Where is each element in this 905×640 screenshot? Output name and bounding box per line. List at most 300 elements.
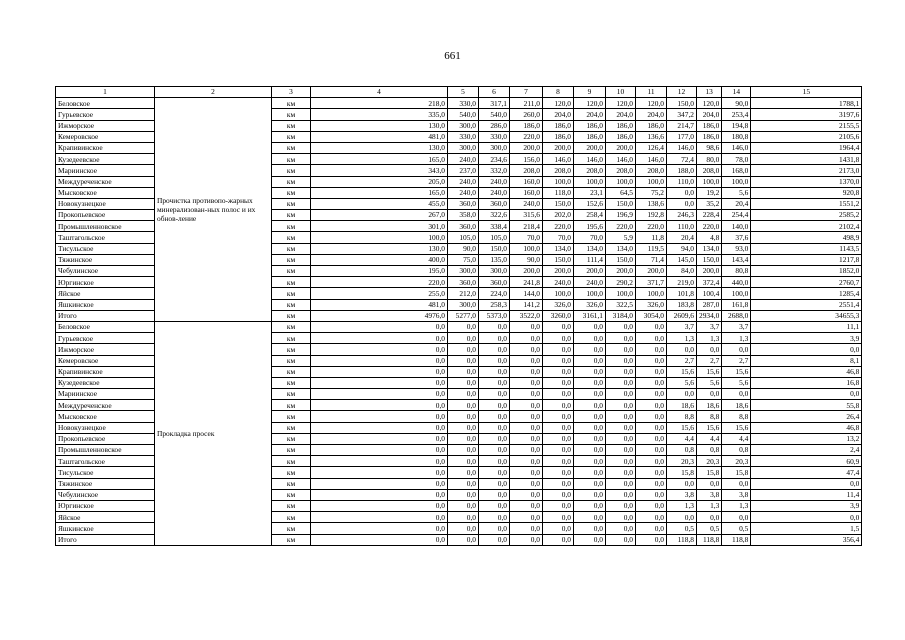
value-cell: 3,9 bbox=[751, 333, 862, 344]
value-cell: 100,0 bbox=[510, 243, 543, 254]
table-body bbox=[56, 98, 862, 546]
value-cell: 0,0 bbox=[543, 478, 574, 489]
value-cell: 0,0 bbox=[636, 400, 667, 411]
value-cell: 135,0 bbox=[479, 254, 510, 265]
district-cell: Гурьевское bbox=[56, 109, 155, 120]
value-cell: 3054,0 bbox=[636, 310, 667, 321]
value-cell: 105,0 bbox=[448, 232, 479, 243]
district-cell: Яйское bbox=[56, 288, 155, 299]
value-cell: 105,0 bbox=[479, 232, 510, 243]
value-cell: 2105,6 bbox=[751, 131, 862, 142]
value-cell: 0,0 bbox=[510, 467, 543, 478]
value-cell: 0,0 bbox=[606, 422, 636, 433]
value-cell: 0,0 bbox=[751, 478, 862, 489]
value-cell: 0,0 bbox=[448, 489, 479, 500]
value-cell: 5373,0 bbox=[479, 310, 510, 321]
value-cell: 186,0 bbox=[543, 120, 574, 131]
district-cell: Прокопьевское bbox=[56, 210, 155, 221]
value-cell: 0,0 bbox=[311, 489, 448, 500]
unit-cell: км bbox=[272, 489, 311, 500]
value-cell: 0,0 bbox=[479, 377, 510, 388]
value-cell: 240,0 bbox=[448, 187, 479, 198]
value-cell: 186,0 bbox=[697, 120, 722, 131]
value-cell: 143,4 bbox=[722, 254, 751, 265]
value-cell: 0,0 bbox=[311, 500, 448, 511]
value-cell: 3,7 bbox=[697, 321, 722, 332]
value-cell: 208,0 bbox=[606, 165, 636, 176]
value-cell: 0,0 bbox=[606, 534, 636, 545]
value-cell: 80,0 bbox=[697, 154, 722, 165]
value-cell: 0,0 bbox=[574, 489, 606, 500]
value-cell: 208,0 bbox=[510, 165, 543, 176]
value-cell: 218,0 bbox=[311, 98, 448, 109]
value-cell: 0,0 bbox=[543, 377, 574, 388]
value-cell: 2,7 bbox=[697, 355, 722, 366]
value-cell: 70,0 bbox=[543, 232, 574, 243]
value-cell: 0,0 bbox=[311, 377, 448, 388]
value-cell: 205,0 bbox=[311, 176, 448, 187]
value-cell: 2609,6 bbox=[667, 310, 697, 321]
value-cell: 332,0 bbox=[479, 165, 510, 176]
value-cell: 150,0 bbox=[543, 254, 574, 265]
value-cell: 168,0 bbox=[722, 165, 751, 176]
value-cell: 330,0 bbox=[448, 131, 479, 142]
value-cell: 0,0 bbox=[311, 433, 448, 444]
value-cell: 146,0 bbox=[636, 154, 667, 165]
value-cell: 0,0 bbox=[448, 355, 479, 366]
value-cell: 156,0 bbox=[510, 154, 543, 165]
value-cell: 2173,0 bbox=[751, 165, 862, 176]
value-cell: 300,0 bbox=[448, 266, 479, 277]
value-cell: 0,0 bbox=[311, 355, 448, 366]
value-cell: 360,0 bbox=[448, 198, 479, 209]
value-cell: 0,0 bbox=[606, 377, 636, 388]
value-cell: 0,0 bbox=[574, 411, 606, 422]
unit-cell: км bbox=[272, 131, 311, 142]
value-cell: 0,0 bbox=[479, 355, 510, 366]
value-cell: 0,0 bbox=[543, 500, 574, 511]
value-cell: 240,0 bbox=[574, 277, 606, 288]
value-cell: 0,0 bbox=[448, 344, 479, 355]
unit-cell: км bbox=[272, 389, 311, 400]
district-cell: Чебулинское bbox=[56, 266, 155, 277]
value-cell: 146,0 bbox=[574, 154, 606, 165]
value-cell: 118,8 bbox=[697, 534, 722, 545]
column-header: 13 bbox=[697, 87, 722, 98]
unit-cell: км bbox=[272, 176, 311, 187]
value-cell: 204,0 bbox=[543, 109, 574, 120]
unit-cell: км bbox=[272, 422, 311, 433]
value-cell: 0,0 bbox=[510, 523, 543, 534]
value-cell: 0,0 bbox=[479, 389, 510, 400]
value-cell: 5277,0 bbox=[448, 310, 479, 321]
value-cell: 322,5 bbox=[606, 299, 636, 310]
value-cell: 90,0 bbox=[510, 254, 543, 265]
value-cell: 326,0 bbox=[636, 299, 667, 310]
value-cell: 64,5 bbox=[606, 187, 636, 198]
value-cell: 120,0 bbox=[606, 98, 636, 109]
value-cell: 0,0 bbox=[479, 400, 510, 411]
value-cell: 0,0 bbox=[543, 433, 574, 444]
district-cell: Ижморское bbox=[56, 344, 155, 355]
value-cell: 0,0 bbox=[636, 478, 667, 489]
value-cell: 93,0 bbox=[722, 243, 751, 254]
value-cell: 5,9 bbox=[606, 232, 636, 243]
district-cell: Тяжинское bbox=[56, 254, 155, 265]
value-cell: 70,0 bbox=[574, 232, 606, 243]
value-cell: 0,0 bbox=[543, 411, 574, 422]
value-cell: 258,4 bbox=[574, 210, 606, 221]
value-cell: 0,0 bbox=[448, 445, 479, 456]
value-cell: 0,0 bbox=[543, 445, 574, 456]
unit-cell: км bbox=[272, 512, 311, 523]
value-cell: 165,0 bbox=[311, 154, 448, 165]
value-cell: 290,2 bbox=[606, 277, 636, 288]
value-cell: 0,0 bbox=[479, 500, 510, 511]
value-cell: 0,0 bbox=[543, 400, 574, 411]
value-cell: 2102,4 bbox=[751, 221, 862, 232]
value-cell: 0,0 bbox=[479, 534, 510, 545]
value-cell: 90,0 bbox=[448, 243, 479, 254]
value-cell: 0,0 bbox=[311, 456, 448, 467]
value-cell: 34655,3 bbox=[751, 310, 862, 321]
value-cell: 0,0 bbox=[722, 344, 751, 355]
district-cell: Таштагольское bbox=[56, 232, 155, 243]
value-cell: 360,0 bbox=[479, 198, 510, 209]
unit-cell: км bbox=[272, 433, 311, 444]
value-cell: 211,0 bbox=[510, 98, 543, 109]
value-cell: 0,0 bbox=[510, 333, 543, 344]
value-cell: 1,3 bbox=[667, 333, 697, 344]
district-cell: Крапивинское bbox=[56, 142, 155, 153]
unit-cell: км bbox=[272, 266, 311, 277]
unit-cell: км bbox=[272, 198, 311, 209]
value-cell: 177,0 bbox=[667, 131, 697, 142]
value-cell: 0,0 bbox=[543, 355, 574, 366]
value-cell: 254,4 bbox=[722, 210, 751, 221]
value-cell: 0,0 bbox=[543, 333, 574, 344]
value-cell: 260,0 bbox=[510, 109, 543, 120]
value-cell: 0,0 bbox=[448, 534, 479, 545]
value-cell: 0,0 bbox=[606, 445, 636, 456]
column-header: 15 bbox=[751, 87, 862, 98]
unit-cell: км bbox=[272, 210, 311, 221]
value-cell: 481,0 bbox=[311, 299, 448, 310]
unit-cell: км bbox=[272, 310, 311, 321]
value-cell: 0,8 bbox=[697, 445, 722, 456]
value-cell: 200,0 bbox=[606, 142, 636, 153]
value-cell: 0,0 bbox=[636, 512, 667, 523]
value-cell: 212,0 bbox=[448, 288, 479, 299]
value-cell: 0,0 bbox=[697, 389, 722, 400]
unit-cell: км bbox=[272, 154, 311, 165]
value-cell: 0,0 bbox=[543, 534, 574, 545]
value-cell: 246,3 bbox=[667, 210, 697, 221]
value-cell: 70,0 bbox=[510, 232, 543, 243]
unit-cell: км bbox=[272, 321, 311, 332]
district-cell: Промышленновское bbox=[56, 221, 155, 232]
value-cell: 0,0 bbox=[574, 400, 606, 411]
value-cell: 72,4 bbox=[667, 154, 697, 165]
value-cell: 0,0 bbox=[448, 512, 479, 523]
value-cell: 15,6 bbox=[697, 422, 722, 433]
value-cell: 0,0 bbox=[510, 411, 543, 422]
value-cell: 1,3 bbox=[722, 333, 751, 344]
value-cell: 0,0 bbox=[479, 422, 510, 433]
value-cell: 0,0 bbox=[697, 478, 722, 489]
table-row bbox=[56, 98, 862, 109]
value-cell: 160,0 bbox=[510, 187, 543, 198]
value-cell: 15,6 bbox=[722, 366, 751, 377]
value-cell: 3161,1 bbox=[574, 310, 606, 321]
district-cell: Междуреченское bbox=[56, 176, 155, 187]
value-cell: 130,0 bbox=[311, 243, 448, 254]
value-cell: 0,0 bbox=[510, 534, 543, 545]
value-cell: 0,0 bbox=[543, 321, 574, 332]
value-cell: 3,7 bbox=[722, 321, 751, 332]
value-cell: 11,8 bbox=[636, 232, 667, 243]
value-cell: 0,0 bbox=[543, 389, 574, 400]
value-cell: 0,0 bbox=[510, 456, 543, 467]
value-cell: 255,0 bbox=[311, 288, 448, 299]
district-cell: Прокопьевское bbox=[56, 433, 155, 444]
value-cell: 136,6 bbox=[636, 131, 667, 142]
column-header: 9 bbox=[574, 87, 606, 98]
value-cell: 200,0 bbox=[574, 266, 606, 277]
value-cell: 0,0 bbox=[479, 411, 510, 422]
value-cell: 0,0 bbox=[574, 355, 606, 366]
value-cell: 0,0 bbox=[636, 523, 667, 534]
value-cell: 0,5 bbox=[722, 523, 751, 534]
value-cell: 0,0 bbox=[510, 512, 543, 523]
value-cell: 120,0 bbox=[697, 98, 722, 109]
district-cell: Беловское bbox=[56, 98, 155, 109]
value-cell: 540,0 bbox=[448, 109, 479, 120]
value-cell: 220,0 bbox=[636, 221, 667, 232]
value-cell: 150,0 bbox=[667, 98, 697, 109]
value-cell: 0,0 bbox=[574, 389, 606, 400]
value-cell: 0,0 bbox=[311, 445, 448, 456]
value-cell: 0,0 bbox=[667, 389, 697, 400]
unit-cell: км bbox=[272, 366, 311, 377]
value-cell: 240,0 bbox=[448, 176, 479, 187]
value-cell: 0,0 bbox=[606, 512, 636, 523]
value-cell: 186,0 bbox=[574, 131, 606, 142]
value-cell: 161,8 bbox=[722, 299, 751, 310]
value-cell: 100,0 bbox=[311, 232, 448, 243]
value-cell: 200,0 bbox=[606, 266, 636, 277]
value-cell: 141,2 bbox=[510, 299, 543, 310]
value-cell: 0,0 bbox=[697, 344, 722, 355]
value-cell: 204,0 bbox=[574, 109, 606, 120]
value-cell: 0,0 bbox=[311, 512, 448, 523]
value-cell: 0,0 bbox=[448, 523, 479, 534]
value-cell: 200,0 bbox=[543, 266, 574, 277]
value-cell: 0,0 bbox=[574, 422, 606, 433]
value-cell: 0,0 bbox=[479, 523, 510, 534]
value-cell: 15,6 bbox=[667, 422, 697, 433]
value-cell: 120,0 bbox=[543, 98, 574, 109]
value-cell: 0,0 bbox=[574, 433, 606, 444]
value-cell: 286,0 bbox=[479, 120, 510, 131]
value-cell: 0,0 bbox=[636, 333, 667, 344]
value-cell: 0,0 bbox=[636, 422, 667, 433]
district-cell: Таштагольское bbox=[56, 456, 155, 467]
value-cell: 0,0 bbox=[574, 523, 606, 534]
value-cell: 0,0 bbox=[448, 411, 479, 422]
value-cell: 80,8 bbox=[722, 266, 751, 277]
district-cell: Юргинское bbox=[56, 500, 155, 511]
value-cell: 0,0 bbox=[636, 489, 667, 500]
column-header: 12 bbox=[667, 87, 697, 98]
value-cell: 0,0 bbox=[510, 478, 543, 489]
value-cell: 5,6 bbox=[697, 377, 722, 388]
value-cell: 0,0 bbox=[448, 500, 479, 511]
value-cell: 0,0 bbox=[510, 445, 543, 456]
value-cell: 220,0 bbox=[510, 131, 543, 142]
value-cell: 8,1 bbox=[751, 355, 862, 366]
value-cell: 335,0 bbox=[311, 109, 448, 120]
value-cell: 138,6 bbox=[636, 198, 667, 209]
value-cell: 220,0 bbox=[606, 221, 636, 232]
value-cell: 84,0 bbox=[667, 266, 697, 277]
value-cell: 0,0 bbox=[606, 366, 636, 377]
value-cell: 0,0 bbox=[636, 433, 667, 444]
district-cell: Кемеровское bbox=[56, 355, 155, 366]
value-cell: 0,0 bbox=[636, 445, 667, 456]
value-cell: 300,0 bbox=[448, 142, 479, 153]
district-cell: Новокузнецкое bbox=[56, 422, 155, 433]
value-cell: 0,0 bbox=[667, 344, 697, 355]
value-cell: 1,3 bbox=[722, 500, 751, 511]
value-cell: 204,0 bbox=[636, 109, 667, 120]
value-cell: 0,0 bbox=[311, 523, 448, 534]
value-cell: 0,0 bbox=[510, 321, 543, 332]
value-cell: 0,0 bbox=[543, 366, 574, 377]
value-cell: 0,0 bbox=[574, 500, 606, 511]
value-cell: 20,4 bbox=[667, 232, 697, 243]
value-cell: 118,0 bbox=[543, 187, 574, 198]
value-cell: 204,0 bbox=[606, 109, 636, 120]
unit-cell: км bbox=[272, 254, 311, 265]
district-cell: Итого bbox=[56, 534, 155, 545]
value-cell: 0,0 bbox=[479, 433, 510, 444]
value-cell: 0,0 bbox=[636, 411, 667, 422]
value-cell: 0,0 bbox=[311, 534, 448, 545]
value-cell: 152,6 bbox=[574, 198, 606, 209]
column-header: 2 bbox=[155, 87, 272, 98]
district-cell: Промышленновское bbox=[56, 445, 155, 456]
value-cell: 0,0 bbox=[751, 512, 862, 523]
district-cell: Яшкинское bbox=[56, 299, 155, 310]
value-cell: 94,0 bbox=[667, 243, 697, 254]
value-cell: 8,8 bbox=[667, 411, 697, 422]
value-cell: 347,2 bbox=[667, 109, 697, 120]
value-cell: 1143,5 bbox=[751, 243, 862, 254]
value-cell: 3,9 bbox=[751, 500, 862, 511]
value-cell: 240,0 bbox=[543, 277, 574, 288]
value-cell: 100,0 bbox=[574, 176, 606, 187]
value-cell: 2,7 bbox=[722, 355, 751, 366]
value-cell: 150,0 bbox=[479, 243, 510, 254]
value-cell: 0,0 bbox=[606, 456, 636, 467]
value-cell: 358,0 bbox=[448, 210, 479, 221]
value-cell: 1551,2 bbox=[751, 198, 862, 209]
value-cell: 208,0 bbox=[636, 165, 667, 176]
value-cell: 100,0 bbox=[636, 288, 667, 299]
value-cell: 0,0 bbox=[667, 198, 697, 209]
value-cell: 0,0 bbox=[311, 366, 448, 377]
value-cell: 200,0 bbox=[543, 142, 574, 153]
value-cell: 204,0 bbox=[697, 109, 722, 120]
value-cell: 100,0 bbox=[543, 288, 574, 299]
data-table bbox=[55, 86, 862, 546]
value-cell: 160,0 bbox=[510, 176, 543, 187]
value-cell: 150,0 bbox=[697, 254, 722, 265]
value-cell: 287,0 bbox=[697, 299, 722, 310]
value-cell: 920,8 bbox=[751, 187, 862, 198]
district-cell: Гурьевское bbox=[56, 333, 155, 344]
value-cell: 0,0 bbox=[448, 377, 479, 388]
value-cell: 360,0 bbox=[448, 277, 479, 288]
value-cell: 330,0 bbox=[479, 131, 510, 142]
value-cell: 1788,1 bbox=[751, 98, 862, 109]
value-cell: 2,7 bbox=[667, 355, 697, 366]
value-cell: 0,0 bbox=[543, 512, 574, 523]
value-cell: 208,0 bbox=[574, 165, 606, 176]
value-cell: 144,0 bbox=[510, 288, 543, 299]
unit-cell: км bbox=[272, 456, 311, 467]
value-cell: 140,0 bbox=[722, 221, 751, 232]
value-cell: 5,6 bbox=[722, 187, 751, 198]
value-cell: 234,6 bbox=[479, 154, 510, 165]
district-cell: Мысковское bbox=[56, 411, 155, 422]
unit-cell: км bbox=[272, 523, 311, 534]
value-cell: 18,6 bbox=[667, 400, 697, 411]
value-cell: 0,0 bbox=[448, 422, 479, 433]
value-cell: 100,0 bbox=[574, 288, 606, 299]
value-cell: 0,0 bbox=[667, 512, 697, 523]
value-cell: 0,0 bbox=[606, 411, 636, 422]
value-cell: 0,0 bbox=[574, 445, 606, 456]
value-cell: 300,0 bbox=[479, 266, 510, 277]
value-cell: 3197,6 bbox=[751, 109, 862, 120]
value-cell: 338,4 bbox=[479, 221, 510, 232]
value-cell: 300,0 bbox=[479, 142, 510, 153]
unit-cell: км bbox=[272, 445, 311, 456]
value-cell: 0,0 bbox=[722, 389, 751, 400]
value-cell: 0,0 bbox=[479, 445, 510, 456]
column-header: 11 bbox=[636, 87, 667, 98]
value-cell: 150,0 bbox=[606, 198, 636, 209]
value-cell: 186,0 bbox=[574, 120, 606, 131]
value-cell: 180,8 bbox=[722, 131, 751, 142]
value-cell: 0,0 bbox=[636, 500, 667, 511]
value-cell: 5,6 bbox=[667, 377, 697, 388]
value-cell: 126,4 bbox=[636, 142, 667, 153]
value-cell: 2551,4 bbox=[751, 299, 862, 310]
district-cell: Междуреченское bbox=[56, 400, 155, 411]
value-cell: 0,0 bbox=[448, 478, 479, 489]
value-cell: 186,0 bbox=[636, 120, 667, 131]
value-cell: 0,5 bbox=[667, 523, 697, 534]
value-cell: 47,4 bbox=[751, 467, 862, 478]
value-cell: 0,0 bbox=[667, 478, 697, 489]
column-header: 3 bbox=[272, 87, 311, 98]
value-cell: 241,8 bbox=[510, 277, 543, 288]
value-cell: 0,8 bbox=[722, 445, 751, 456]
value-cell: 16,8 bbox=[751, 377, 862, 388]
